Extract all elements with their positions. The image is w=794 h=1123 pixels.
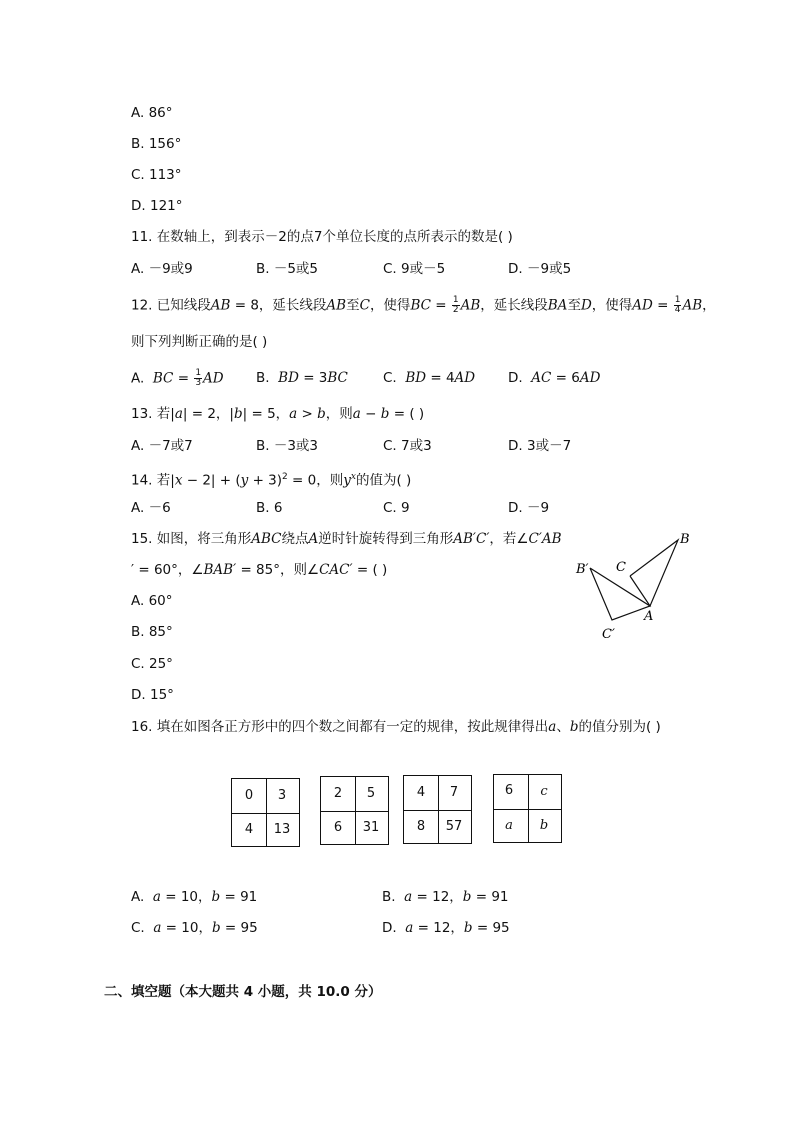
square-cell: 13 (273, 822, 291, 837)
q13-option-c: C. 7或3 (383, 438, 432, 454)
square-cell: 31 (362, 820, 380, 835)
q10-option-d: D. 121° (131, 198, 183, 214)
q12-stem: 12. 已知线段AB = 8，延长线段AB至C，使得BC = $\frac{1}{2}$ AB，延长线段BA至D，使得AD = $\frac{1}{4}$ AB， (131, 295, 716, 315)
q14-stem: 14. 若$|x - 2| + (y + 3)^2 = 0$，则$y^x$的值为( ) (131, 472, 412, 489)
square-cell: b (539, 818, 549, 833)
q15-option-c: C. 25° (131, 656, 173, 672)
square-cell: 4 (244, 822, 254, 837)
q15-label-a: A (644, 609, 654, 624)
q16-square-2 (320, 776, 389, 845)
square-cell: 6 (504, 783, 514, 798)
square-cell: 2 (333, 786, 343, 801)
q11-option-c: C. 9或－5 (383, 261, 446, 277)
q16-option-c: C. a = 10，b = 95 (131, 920, 258, 936)
q14-option-c: C. 9 (383, 500, 410, 516)
square-cell: 57 (445, 819, 463, 834)
q16-option-b: B. a = 12，b = 91 (382, 889, 509, 905)
q11-stem: 11. 在数轴上，到表示－2的点7个单位长度的点所表示的数是( ) (131, 229, 513, 245)
q15-stem: 15. 如图，将三角形ABC绕点A逆时针旋转得到三角形AB′C′，若∠C′AB (131, 531, 562, 547)
q14-option-a: A. －6 (131, 500, 171, 516)
section-2-title: 二、填空题（本大题共 4 小题，共 10.0 分） (104, 984, 382, 1000)
square-cell: 5 (366, 786, 376, 801)
q15-label-b-prime: B′ (576, 562, 589, 577)
q11-option-b: B. －5或5 (256, 261, 319, 277)
q12-option-a: A. BC = $\frac{1}{3}$ AD (131, 368, 224, 388)
q14-option-b: B. 6 (256, 500, 283, 516)
q15-label-c: C (616, 560, 626, 575)
q15-option-b: B. 85° (131, 624, 173, 640)
q15-label-b: B (680, 532, 690, 547)
square-cell: 7 (449, 785, 459, 800)
q13-option-b: B. －3或3 (256, 438, 319, 454)
q12-option-d: D. AC = 6AD (508, 370, 601, 386)
q10-option-b: B. 156° (131, 136, 182, 152)
square-cell: 4 (416, 785, 426, 800)
square-cell: a (505, 818, 513, 833)
q13-option-a: A. －7或7 (131, 438, 193, 454)
square-cell: 6 (333, 820, 343, 835)
q16-square-3 (403, 775, 472, 844)
q15-label-c-prime: C′ (602, 627, 615, 642)
q15-option-a: A. 60° (131, 593, 173, 609)
q12-option-c: C. BD = 4AD (383, 370, 476, 386)
q10-option-a: A. 86° (131, 105, 173, 121)
q12-option-b: B. BD = 3BC (256, 370, 348, 386)
q16-option-a: A. a = 10，b = 91 (131, 889, 258, 905)
q10-option-c: C. 113° (131, 167, 182, 183)
q12-stem-prefix: 12. 已知线段 (131, 297, 211, 314)
q16-stem: 16. 填在如图各正方形中的四个数之间都有一定的规律，按此规律得出a、b的值分别为( ) (131, 719, 661, 735)
q14-option-d: D. －9 (508, 500, 550, 516)
q11-option-a: A. －9或9 (131, 261, 193, 277)
square-cell: c (540, 784, 548, 799)
q16-option-d: D. a = 12，b = 95 (382, 920, 510, 936)
q16-square-1 (231, 778, 300, 847)
q15-option-d: D. 15° (131, 687, 174, 703)
q12-stem-line2: 则下列判断正确的是( ) (131, 334, 268, 350)
q11-option-d: D. －9或5 (508, 261, 572, 277)
square-cell: 3 (277, 788, 287, 803)
q15-stem-line2: ′ = 60°，∠BAB′ = 85°，则∠CAC′ = ( ) (131, 562, 388, 578)
square-cell: 8 (416, 819, 426, 834)
q16-square-4 (493, 774, 562, 843)
q15-rotation-figure (570, 525, 700, 645)
q13-stem: 13. 若|a| = 2，|b| = 5，a > b，则a − b = ( ) (131, 406, 425, 422)
square-cell: 0 (244, 788, 254, 803)
q13-option-d: D. 3或－7 (508, 438, 572, 454)
